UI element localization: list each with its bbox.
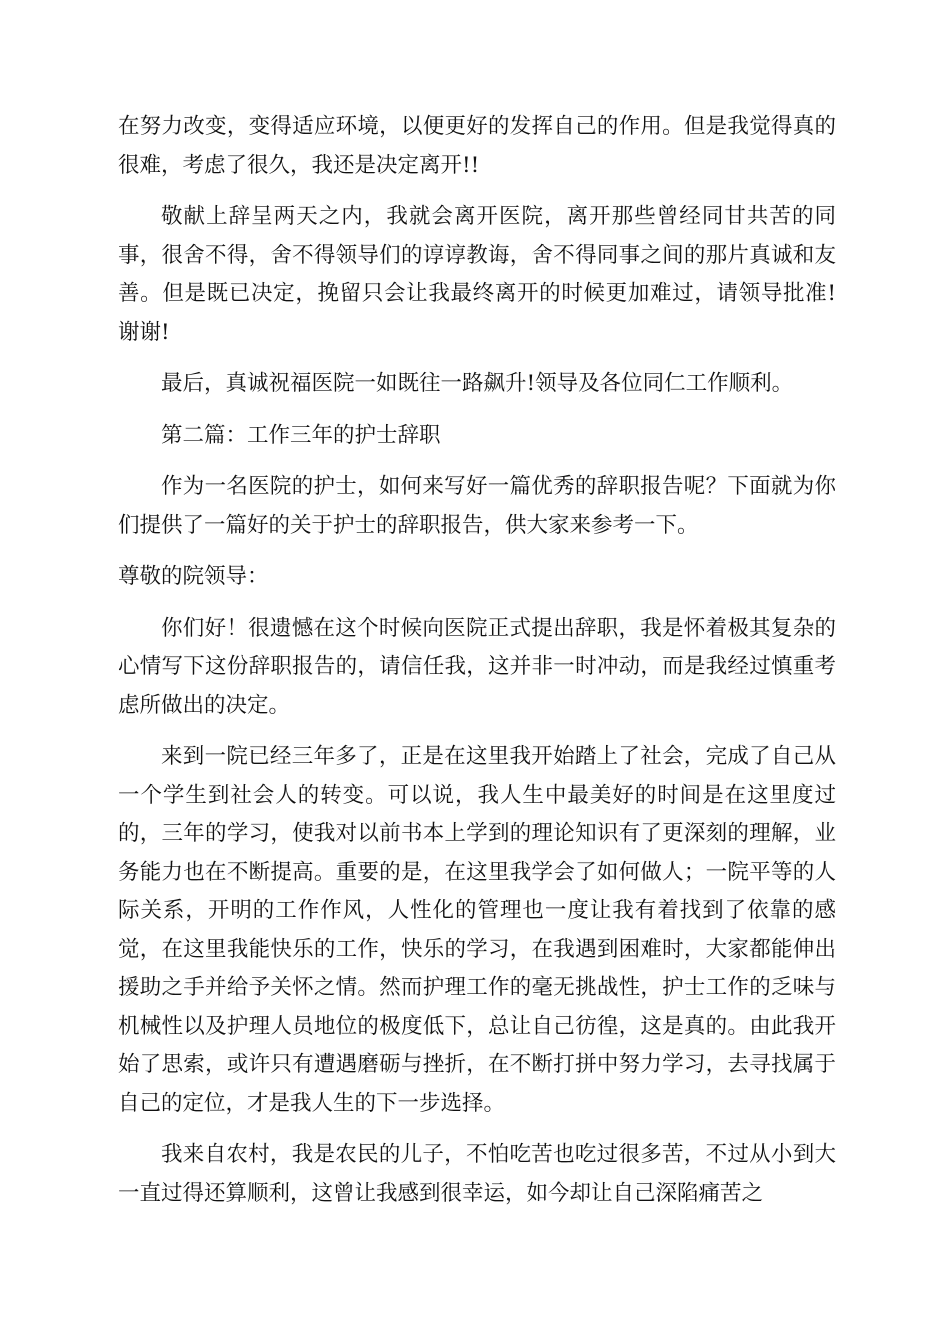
paragraph-closing-wishes: 最后，真诚祝福医院一如既往一路飙升!领导及各位同仁工作顺利。: [161, 371, 794, 396]
paragraph-greeting: 你们好！很遗憾在这个时候向医院正式提出辞职，我是怀着极其复杂的心情写下这份辞职报告的，请信任我，这并非一时冲动，而是我经过慎重考虑所做出的决定。: [118, 615, 836, 718]
document-body: [118, 108, 836, 1226]
paragraph-continuation: 在努力改变，变得适应环境，以便更好的发挥自己的作用。但是我觉得真的很难，考虑了很久，我还是决定离开!!: [118, 114, 836, 178]
paragraph-resignation-notice: 敬献上辞呈两天之内，我就会离开医院，离开那些曾经同甘共苦的同事，很舍不得，舍不得领导们的谆谆教诲，舍不得同事之间的那片真诚和友善。但是既已决定，挽留只会让我最终离开的时候更加难过，请领导批准!谢谢!: [118, 204, 836, 345]
paragraph-intro: 作为一名医院的护士，如何来写好一篇优秀的辞职报告呢？下面就为你们提供了一篇好的关于护士的辞职报告，供大家来参考一下。: [118, 474, 836, 538]
section-heading: 第二篇：工作三年的护士辞职: [161, 422, 441, 448]
paragraph-experience: 来到一院已经三年多了，正是在这里我开始踏上了社会，完成了自己从一个学生到社会人的转变。可以说，我人生中最美好的时间是在这里度过的，三年的学习，使我对以前书本上学到的理论知识有了更深刻的理解，业务能力也在不断提高。重要的是，在这里我学会了如何做人；一院平等的人际关系，开明的工作作风，人性化的管理也一度让我有着找到了依靠的感觉，在这里我能快乐的工作，快乐的学习，在我遇到困难时，大家都能伸出援助之手并给予关怀之情。然而护理工作的毫无挑战性，护士工作的乏味与机械性以及护理人员地位的极度低下，总让自己彷徨，这是真的。由此我开始了思索，或许只有遭遇磨砺与挫折，在不断打拼中努力学习，去寻找属于自己的定位，才是我人生的下一步选择。: [118, 744, 836, 1116]
paragraph-background: 我来自农村，我是农民的儿子，不怕吃苦也吃过很多苦，不过从小到大一直过得还算顺利，这曾让我感到很幸运，如今却让自己深陷痛苦之: [118, 1142, 836, 1206]
salutation: 尊敬的院领导：: [118, 564, 269, 589]
